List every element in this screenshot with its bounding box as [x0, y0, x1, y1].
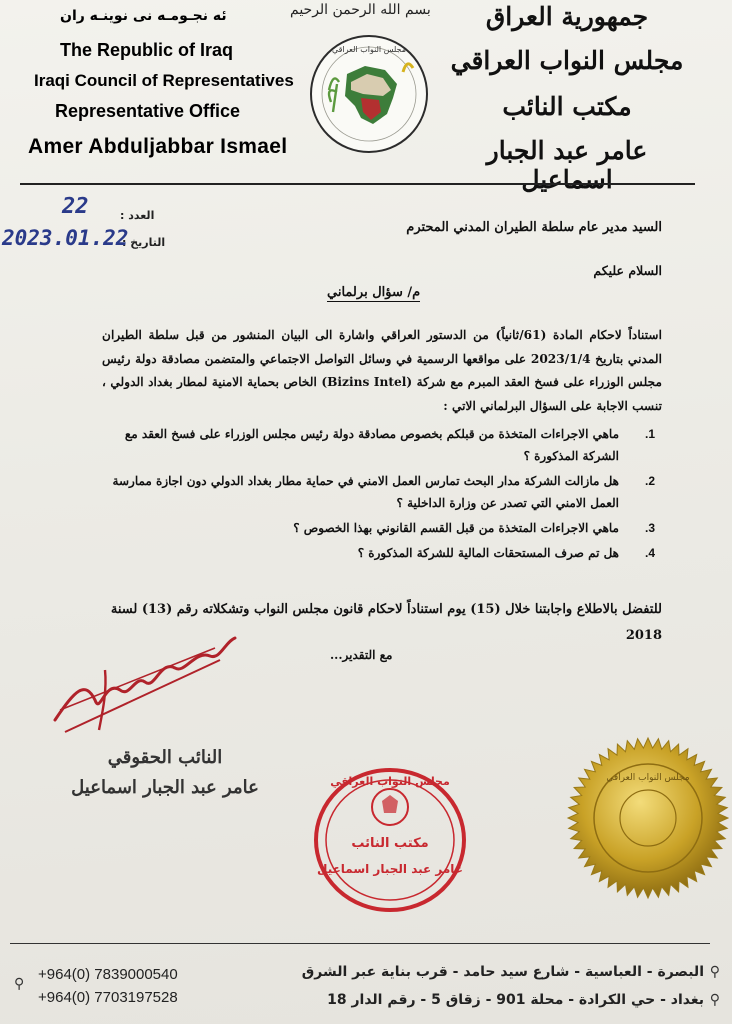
- header-council-en: Iraqi Council of Representatives: [34, 71, 294, 90]
- date-value: 2023.01.22: [2, 226, 129, 250]
- question-list: [97, 423, 655, 567]
- red-stamp-top: مجلس النواب العراقي: [330, 775, 450, 788]
- date-label: التاريخ :: [122, 236, 166, 249]
- header-country-en: The Republic of Iraq: [60, 40, 234, 60]
- greeting: السلام عليكم: [593, 263, 662, 278]
- location-pin-icon: ⚲: [709, 964, 720, 980]
- red-stamp-bottom: عامر عبد الجبار اسماعيل: [316, 862, 464, 876]
- number-value: 22: [62, 194, 89, 219]
- list-item: [97, 517, 655, 539]
- question-text: ماهي الاجراءات المتخذة من قبل القسم القانوني بهذا الخصوص ؟: [293, 521, 619, 535]
- header-name-ar: عامر عبد الجبار اسماعيل: [486, 136, 648, 194]
- question-text: ماهي الاجراءات المتخذة من قبلكم بخصوص مصادقة دولة رئيس مجلس الوزراء على فسخ العقد مع الشركة المذكورة ؟: [124, 427, 619, 463]
- red-stamp-mid: مكتب النائب: [351, 836, 429, 851]
- question-number: 2.: [644, 474, 655, 488]
- intro-paragraph: استناداً لاحكام المادة (61/ثانياً) من الدستور العراقي واشارة الى البيان المنشور من قبل سلطة الطيران المدني بتاريخ 2023/1/4 على مواقعها الرسمية في وسائل التواصل الاجتماعي والمتضمن مصادقة دولة رئيس مجلس الوزراء على فسخ العقد المبرم مع شركة (Bizins Intel) الخاص بحماية الامنية لمطار بغداد الدولي ، تنسب الاجابة على السؤال البرلماني الاتي :: [102, 328, 663, 413]
- signatory-name: عامر عبد الجبار اسماعيل: [71, 777, 259, 798]
- signatory-title: النائب الحقوقي: [107, 747, 223, 768]
- header-name-en: Amer Abduljabbar Ismael: [28, 135, 288, 158]
- list-item: [97, 542, 655, 564]
- header-country-ar: جمهورية العراق: [485, 2, 649, 31]
- letter-subject: م/ سؤال برلماني: [327, 285, 421, 300]
- closing-paragraph: للتفضل بالاطلاع واجابتنا خلال (15) يوم استناداً لاحكام قانون مجلس النواب وتشكلاته رقم (13) لسنة 2018: [110, 602, 662, 643]
- footer-phone-1: +964(0) 7839000540: [38, 966, 178, 983]
- basmala: بسم الله الرحمن الرحيم: [290, 2, 431, 18]
- location-pin-icon: ⚲: [709, 992, 720, 1008]
- footer-divider: [10, 943, 710, 944]
- list-item: [97, 470, 655, 514]
- question-number: 3.: [644, 521, 655, 535]
- kurdish-header-line: ئه نجـومـه نى نوينـه ران: [60, 8, 227, 24]
- emblem-caption: مجلس النواب العراقي: [332, 45, 406, 54]
- question-number: 4.: [644, 546, 655, 560]
- footer-address-baghdad: بغداد - حي الكرادة - محلة 901 - زقاق 5 - رقم الدار 18: [327, 992, 704, 1008]
- addressee: السيد مدير عام سلطة الطيران المدني المحترم: [406, 220, 662, 235]
- header-office-en: Representative Office: [55, 101, 241, 121]
- phone-pin-icon: ⚲: [14, 976, 25, 992]
- header-office-ar: مكتب النائب: [502, 92, 632, 121]
- list-item: [97, 423, 655, 467]
- question-text: هل مازالت الشركة مدار البحث تمارس العمل الامني في حماية مطار بغداد الدولي دون اجازة ممارسة العمل الامني التي تصدر عن وزارة الداخلية ؟: [112, 474, 619, 510]
- regards: مع التقدير...: [330, 648, 393, 662]
- question-text: هل تم صرف المستحقات المالية للشركة المذكورة ؟: [357, 546, 619, 560]
- question-number: 1.: [644, 427, 655, 441]
- red-office-stamp: [310, 765, 470, 915]
- signatory-block: [70, 743, 260, 803]
- handwritten-signature: [45, 620, 245, 750]
- footer-address-basra: البصرة - العباسية - شارع سيد حامد - قرب بناية عبر الشرق: [301, 964, 704, 980]
- gold-seal-text: مجلس النواب العراقي: [606, 773, 690, 783]
- header-divider: [20, 183, 695, 185]
- number-label: العدد :: [120, 209, 155, 222]
- footer-phone-2: +964(0) 7703197528: [38, 989, 178, 1006]
- header-council-ar: مجلس النواب العراقي: [450, 46, 684, 75]
- gold-seal: [563, 728, 732, 908]
- council-emblem-logo: [307, 32, 431, 156]
